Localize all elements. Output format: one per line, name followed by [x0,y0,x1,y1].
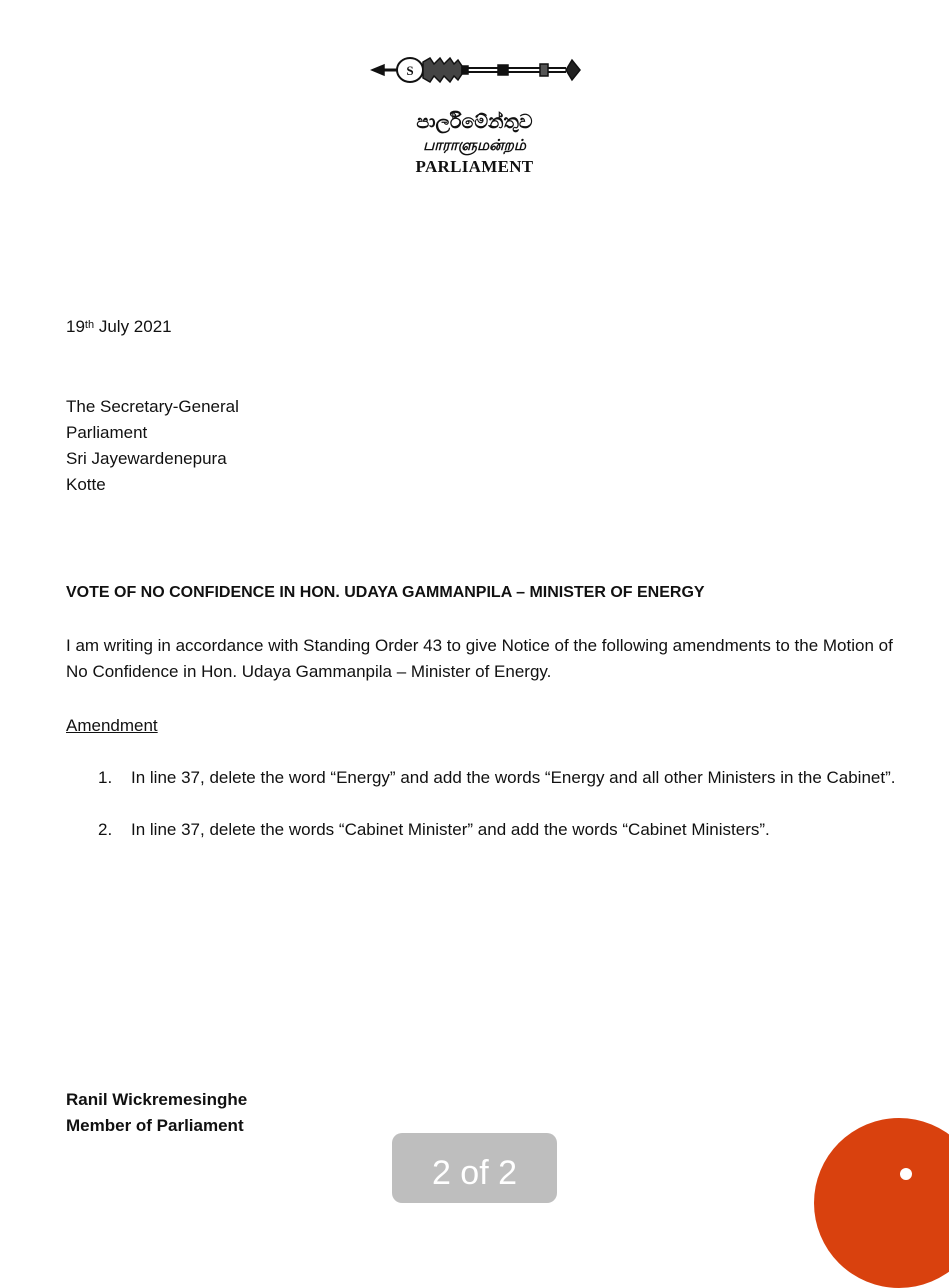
date-day: 19 [66,317,85,336]
recipient-address [66,394,239,498]
signatory-name: Ranil Wickremesinghe [66,1090,248,1109]
date-suffix: th [84,319,95,331]
list-item-text: In line 37, delete the word “Energy” and add the words “Energy and all other Ministers in the Cabinet”. [131,768,896,787]
letter-subject: VOTE OF NO CONFIDENCE IN HON. UDAYA GAMMANPILA – MINISTER OF ENERGY [66,584,705,601]
address-line: Parliament [66,423,148,442]
amendment-list [98,765,898,869]
address-line: The Secretary-General [66,397,239,416]
parliament-name-block [0,110,949,178]
list-item [98,817,898,843]
sinhala-name: පාර්ලිමේන්තුව [416,111,533,133]
letter-date [66,314,172,340]
address-line: Sri Jayewardenepura [66,449,227,468]
english-name: PARLIAMENT [415,157,534,176]
list-item-text: In line 37, delete the words “Cabinet Minister” and add the words “Cabinet Ministers”. [131,820,770,839]
address-line: Kotte [66,475,106,494]
page-indicator: 2 of 2 [392,1133,557,1203]
list-item-number: 1. [98,768,113,787]
list-item-number: 2. [98,820,113,839]
more-icon [900,1168,912,1180]
date-rest: July 2021 [94,317,172,336]
parliament-mace-crest-icon [370,50,582,90]
signature-block [66,1087,247,1139]
list-item [98,765,898,791]
amendment-heading: Amendment [66,716,158,735]
tamil-name: பாராளுமன்றம் [423,136,526,154]
crest-emblem-letter: S [406,63,414,78]
letter-paragraph: I am writing in accordance with Standing Order 43 to give Notice of the following amendments to the Motion of No Confidence in Hon. Udaya Gammanpila – Minister of Energy. [66,636,893,681]
signatory-title: Member of Parliament [66,1116,244,1135]
